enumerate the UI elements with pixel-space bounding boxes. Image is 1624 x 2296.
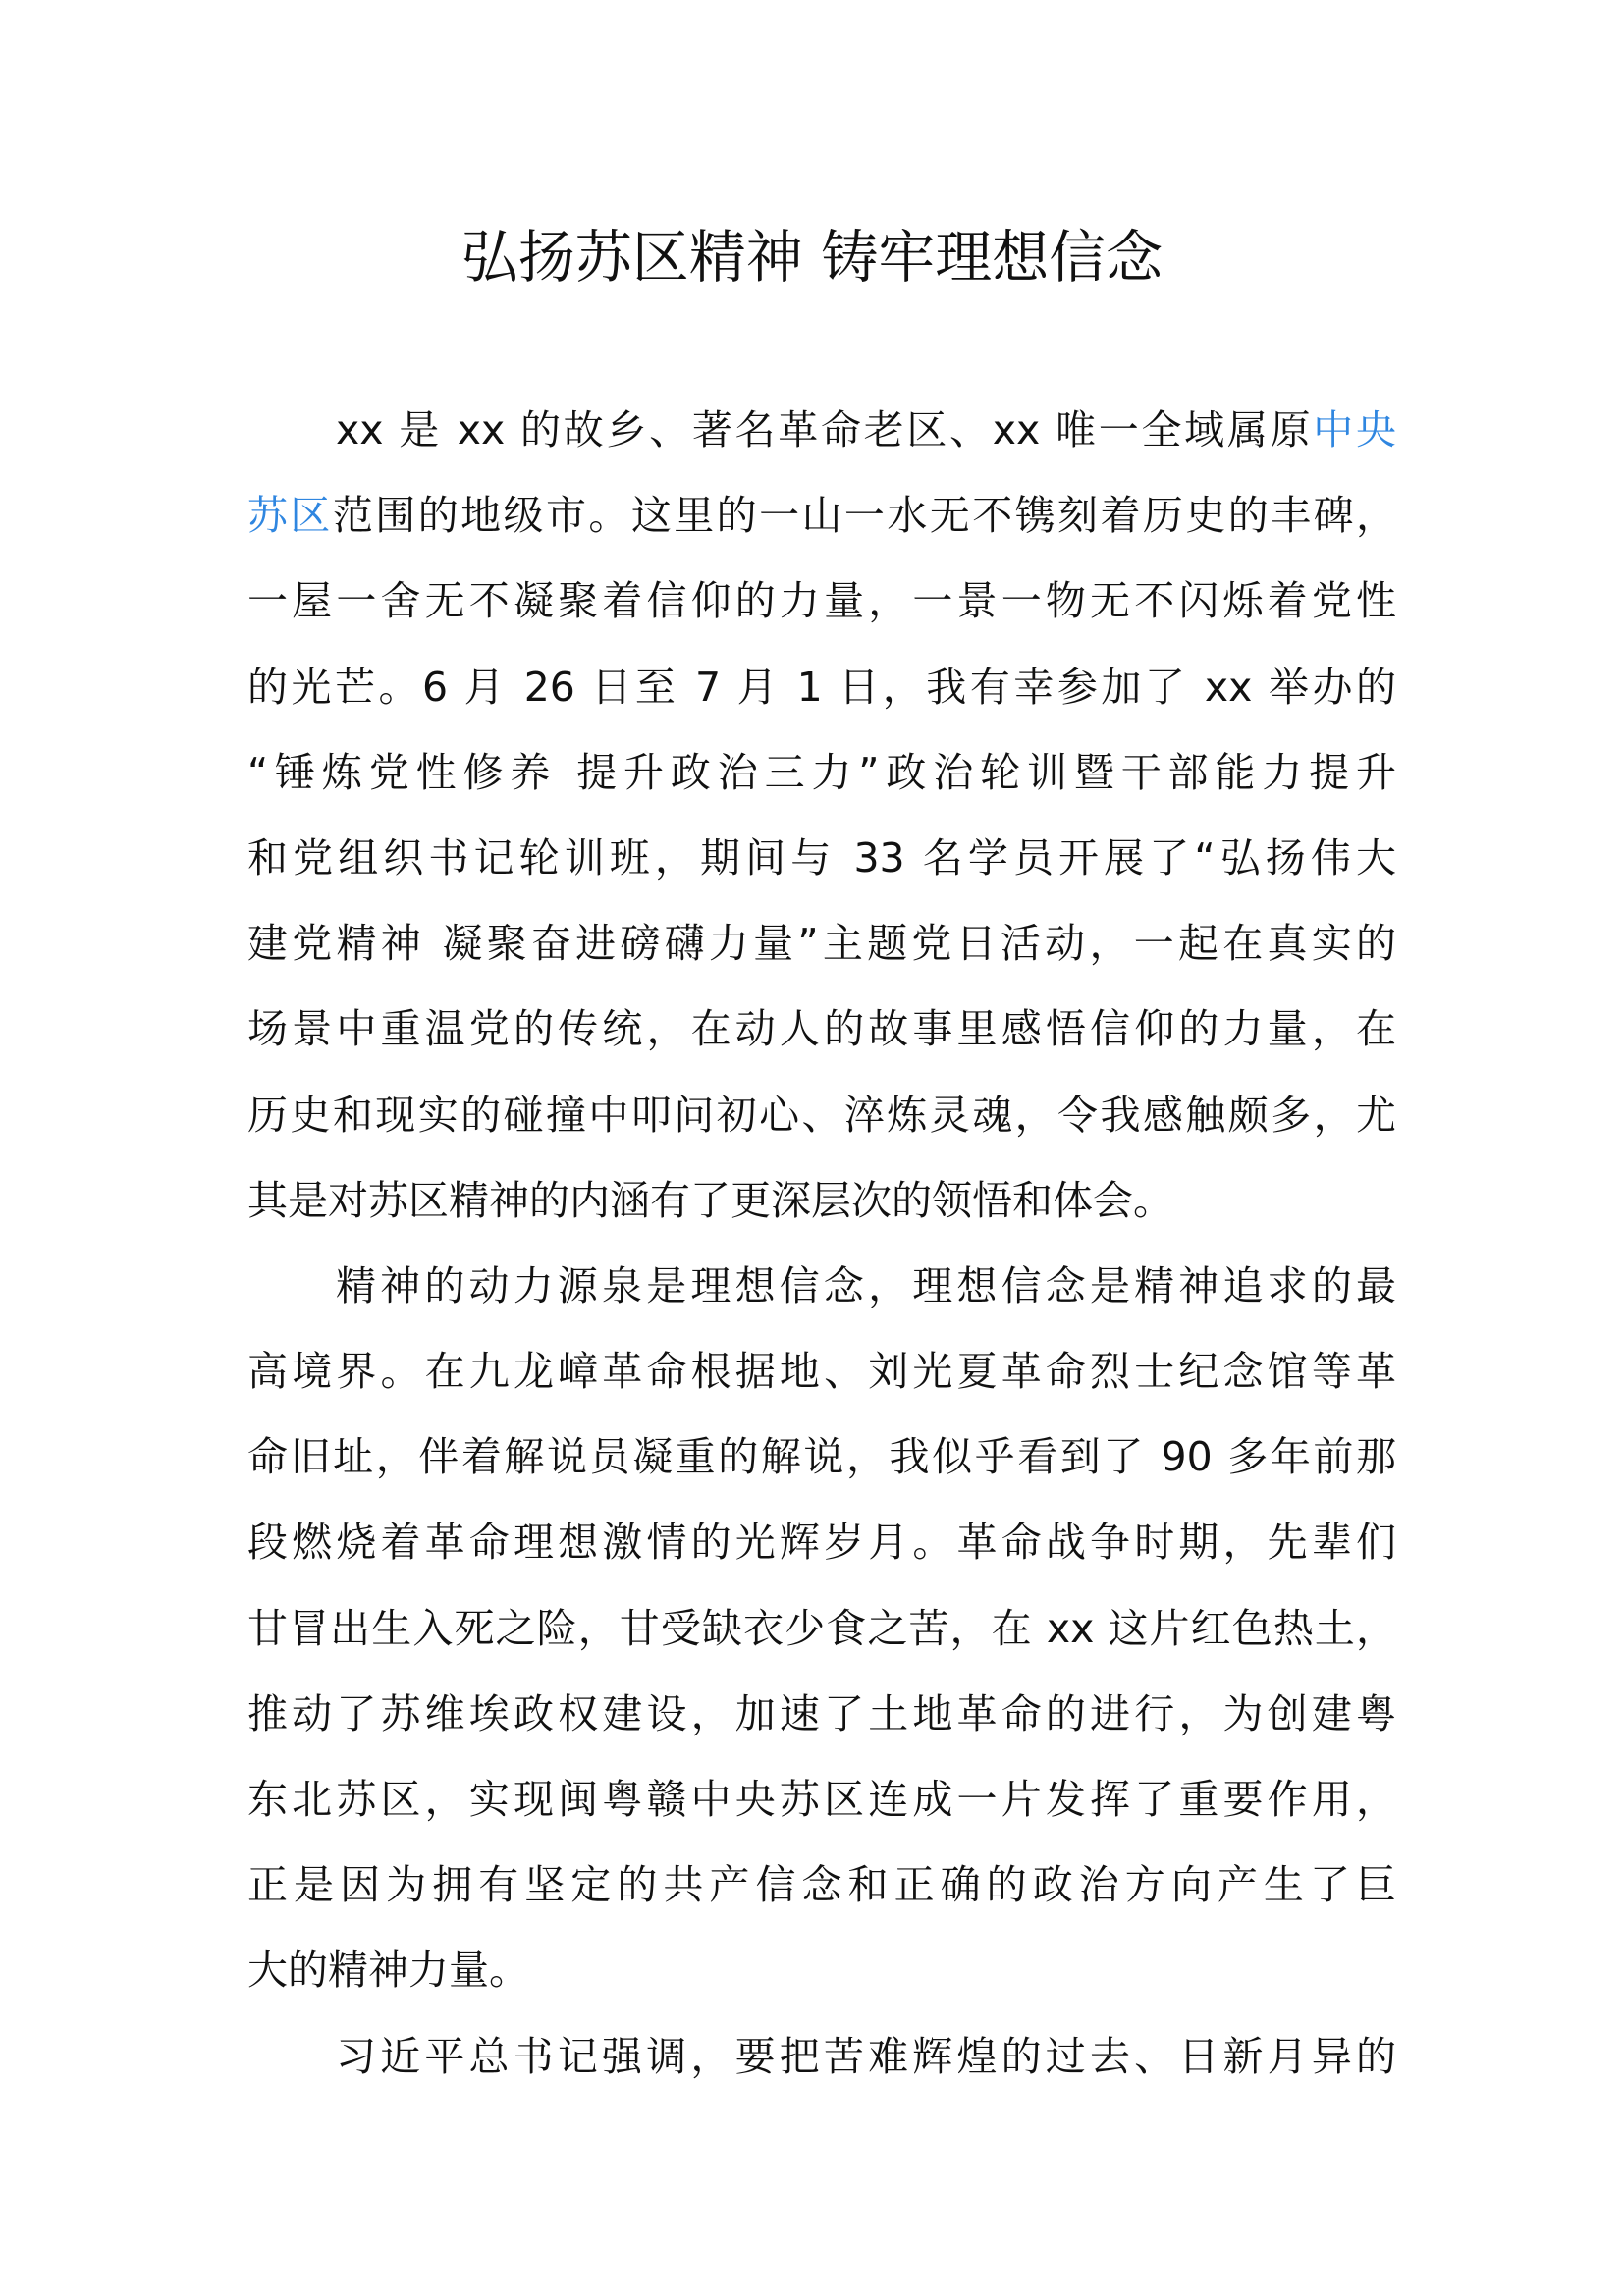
paragraph-1-line <box>247 559 1396 644</box>
text-segment: 命旧址，伴着解说员凝重的解说，我似乎看到了 90 多年前那 <box>247 1433 1396 1481</box>
text-segment: 正是因为拥有坚定的共产信念和正确的政治方向产生了巨 <box>247 1861 1396 1909</box>
paragraph-2-line <box>247 1415 1396 1500</box>
text-segment: 甘冒出生入死之险，甘受缺衣少食之苦，在 xx 这片红色热土， <box>247 1604 1396 1652</box>
text-segment: 的光芒。6 月 26 日至 7 月 1 日，我有幸参加了 xx 举办的 <box>247 663 1396 711</box>
text-segment: xx 是 xx 的故乡、著名革命老区、xx 唯一全域属原 <box>336 406 1314 454</box>
document-title: 弘扬苏区精神 铸牢理想信念 <box>460 224 1164 291</box>
text-segment: 大的精神力量。 <box>247 1947 529 1995</box>
paragraph-1-line <box>247 901 1396 987</box>
hyperlink-central-soviet-area[interactable]: 中央 <box>1313 406 1397 454</box>
text-segment: 和党组织书记轮训班，期间与 33 名学员开展了“弘扬伟大 <box>247 833 1396 881</box>
text-segment: 推动了苏维埃政权建设，加速了土地革命的进行，为创建粤 <box>247 1689 1396 1737</box>
paragraph-2-line <box>247 1244 1396 1329</box>
paragraph-1-line <box>247 645 1396 730</box>
paragraph-2-line <box>247 1586 1396 1672</box>
text-segment: 场景中重温党的传统，在动人的故事里感悟信仰的力量，在 <box>247 1005 1396 1053</box>
paragraph-1-line <box>247 816 1396 901</box>
hyperlink-central-soviet-area[interactable]: 苏区 <box>247 492 333 540</box>
paragraph-1-line <box>247 1073 1396 1158</box>
text-segment: 段燃烧着革命理想激情的光辉岁月。革命战争时期，先辈们 <box>247 1519 1396 1567</box>
text-segment: 高境界。在九龙嶂革命根据地、刘光夏革命烈士纪念馆等革 <box>247 1348 1396 1396</box>
paragraph-1-line <box>247 987 1396 1072</box>
text-segment: 东北苏区，实现闽粤赣中央苏区连成一片发挥了重要作用， <box>247 1776 1396 1823</box>
paragraph-2-line <box>247 1329 1396 1415</box>
paragraph-2-line <box>247 1928 1396 2013</box>
paragraph-2-line <box>247 1757 1396 1842</box>
document-body <box>247 388 1396 2100</box>
paragraph-1-line <box>247 388 1396 473</box>
text-segment: “锤炼党性修养 提升政治三力”政治轮训暨干部能力提升 <box>247 748 1396 796</box>
text-segment: 建党精神 凝聚奋进磅礴力量”主题党日活动，一起在真实的 <box>247 920 1396 968</box>
paragraph-1-line <box>247 1158 1396 1244</box>
text-segment: 习近平总书记强调，要把苦难辉煌的过去、日新月异的 <box>336 2032 1396 2080</box>
text-segment: 一屋一舍无不凝聚着信仰的力量，一景一物无不闪烁着党性 <box>247 577 1396 625</box>
paragraph-1-line <box>247 473 1396 559</box>
text-segment: 范围的地级市。这里的一山一水无不镌刻着历史的丰碑， <box>332 492 1397 540</box>
paragraph-2-line <box>247 1500 1396 1585</box>
paragraph-2-line <box>247 1842 1396 1928</box>
text-segment: 精神的动力源泉是理想信念，理想信念是精神追求的最 <box>336 1261 1396 1309</box>
text-segment: 历史和现实的碰撞中叩问初心、淬炼灵魂，令我感触颇多，尤 <box>247 1091 1396 1139</box>
paragraph-2-line <box>247 1672 1396 1757</box>
paragraph-1-line <box>247 730 1396 816</box>
text-segment: 其是对苏区精神的内涵有了更深层次的领悟和体会。 <box>247 1176 1173 1224</box>
paragraph-3-line <box>247 2014 1396 2100</box>
